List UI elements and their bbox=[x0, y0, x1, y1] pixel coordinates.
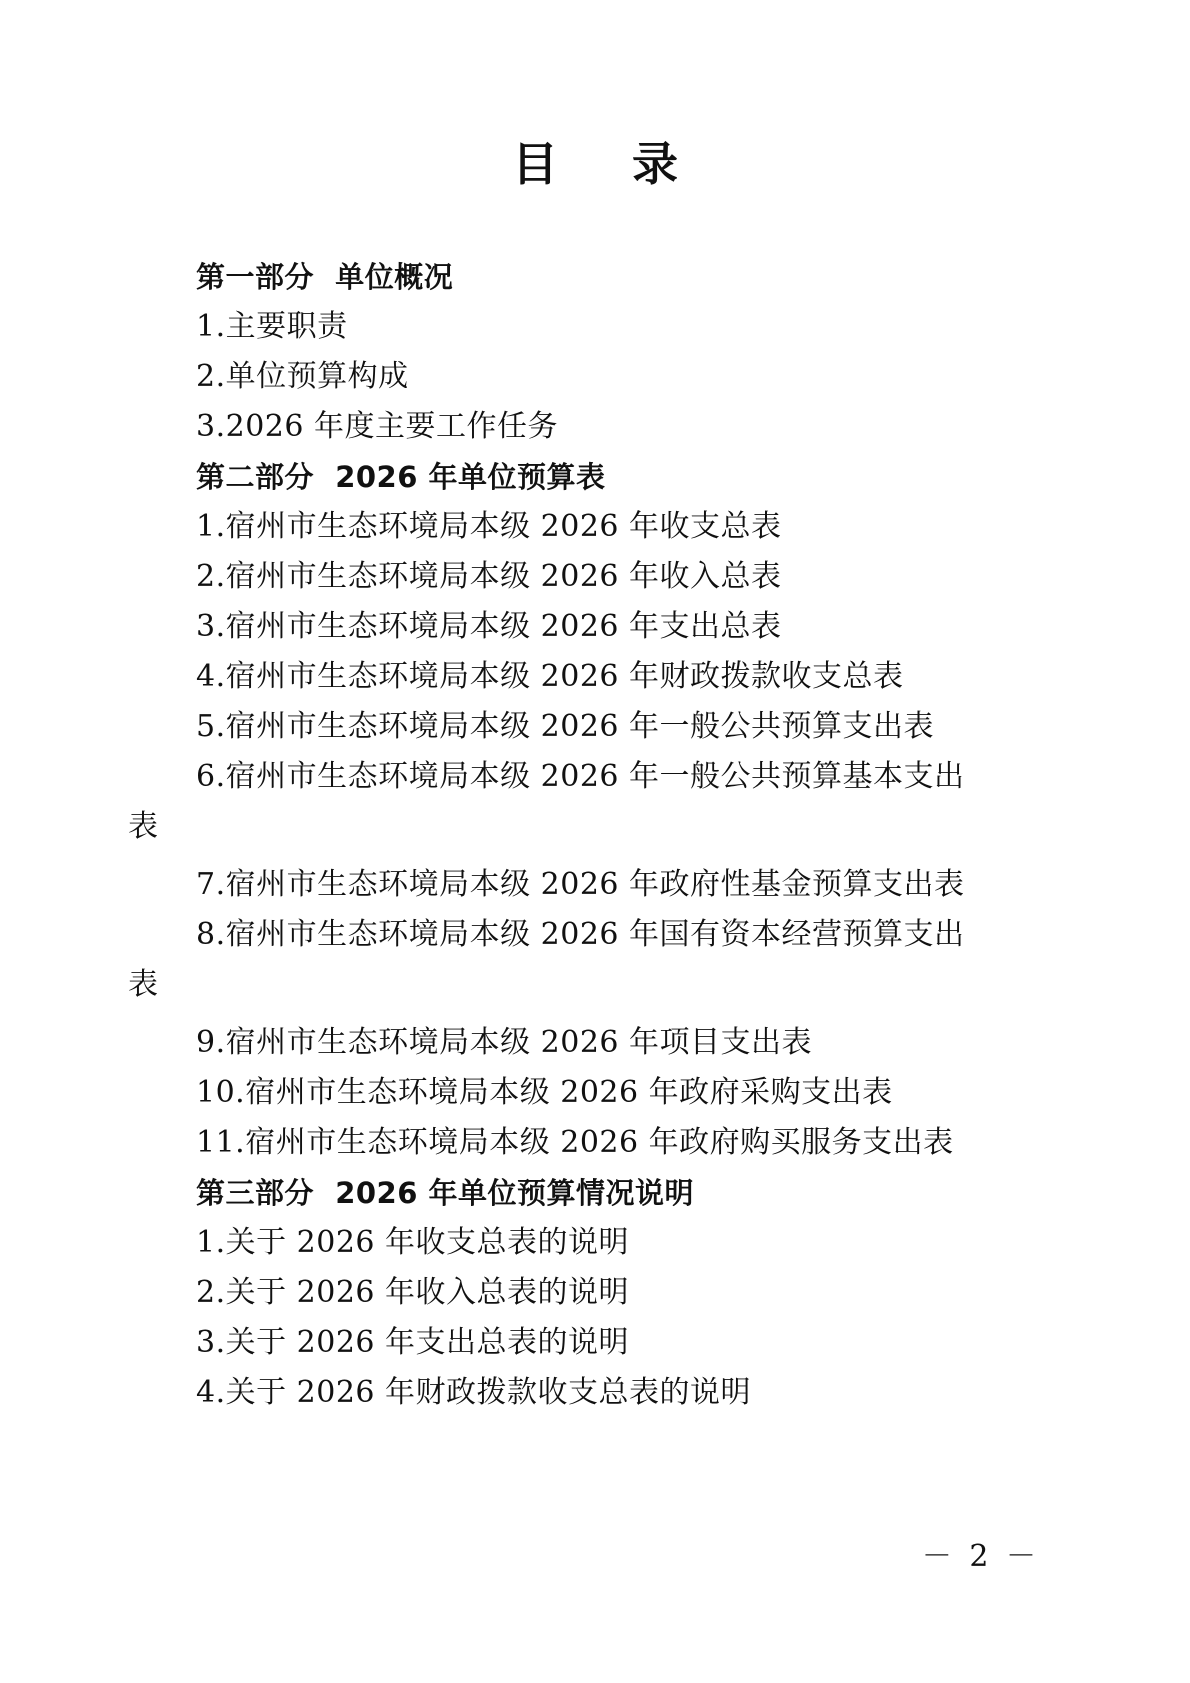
toc-entry-continuation[interactable]: 表 bbox=[128, 809, 159, 844]
toc-entry[interactable]: 2.宿州市生态环境局本级 2026 年收入总表 bbox=[196, 559, 782, 594]
toc-entry[interactable]: 1.关于 2026 年收支总表的说明 bbox=[196, 1225, 630, 1260]
toc-entry[interactable]: 5.宿州市生态环境局本级 2026 年一般公共预算支出表 bbox=[196, 709, 935, 744]
toc-section-heading[interactable]: 第二部分 2026 年单位预算表 bbox=[196, 460, 606, 494]
page-title: 目 录 bbox=[512, 137, 692, 191]
toc-entry[interactable]: 10.宿州市生态环境局本级 2026 年政府采购支出表 bbox=[196, 1075, 893, 1110]
toc-entry[interactable]: 1.主要职责 bbox=[196, 309, 348, 344]
toc-entry[interactable]: 2.关于 2026 年收入总表的说明 bbox=[196, 1275, 630, 1310]
toc-entry[interactable]: 9.宿州市生态环境局本级 2026 年项目支出表 bbox=[196, 1025, 813, 1060]
table-of-contents bbox=[0, 252, 1190, 1418]
toc-section-heading[interactable]: 第一部分 单位概况 bbox=[196, 260, 454, 294]
toc-entry[interactable]: 2.单位预算构成 bbox=[196, 359, 409, 394]
toc-entry[interactable]: 8.宿州市生态环境局本级 2026 年国有资本经营预算支出 bbox=[196, 917, 965, 952]
toc-entry[interactable]: 6.宿州市生态环境局本级 2026 年一般公共预算基本支出 bbox=[196, 759, 965, 794]
toc-entry[interactable]: 4.关于 2026 年财政拨款收支总表的说明 bbox=[196, 1375, 752, 1410]
toc-entry[interactable]: 4.宿州市生态环境局本级 2026 年财政拨款收支总表 bbox=[196, 659, 904, 694]
toc-entry[interactable]: 3.宿州市生态环境局本级 2026 年支出总表 bbox=[196, 609, 782, 644]
toc-entry[interactable]: 7.宿州市生态环境局本级 2026 年政府性基金预算支出表 bbox=[196, 867, 965, 902]
toc-entry[interactable]: 1.宿州市生态环境局本级 2026 年收支总表 bbox=[196, 509, 782, 544]
toc-spacer bbox=[0, 1010, 1190, 1018]
toc-spacer bbox=[0, 852, 1190, 860]
toc-entry[interactable]: 3.2026 年度主要工作任务 bbox=[196, 409, 559, 444]
page-number: － 2 － bbox=[921, 1539, 1040, 1574]
toc-section-heading[interactable]: 第三部分 2026 年单位预算情况说明 bbox=[196, 1176, 695, 1210]
toc-entry[interactable]: 11.宿州市生态环境局本级 2026 年政府购买服务支出表 bbox=[196, 1125, 954, 1160]
toc-entry[interactable]: 3.关于 2026 年支出总表的说明 bbox=[196, 1325, 630, 1360]
toc-entry-continuation[interactable]: 表 bbox=[128, 967, 159, 1002]
